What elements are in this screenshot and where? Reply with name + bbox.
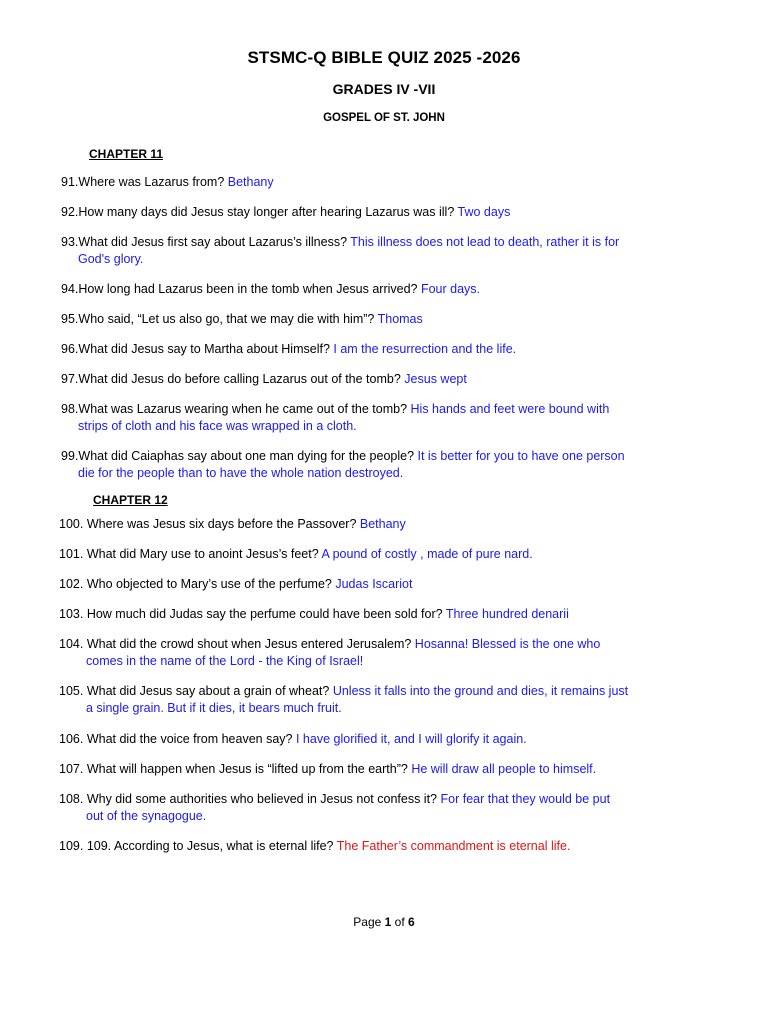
answer-text: For fear that they would be put xyxy=(440,792,611,806)
question-number: 107. xyxy=(59,762,84,776)
question-number: 106. xyxy=(59,732,84,746)
question-item xyxy=(61,234,661,268)
question-item xyxy=(61,311,661,328)
answer-text: Four days. xyxy=(420,282,481,296)
question-text: What will happen when Jesus is “lifted up from the earth”? xyxy=(86,762,408,776)
question-number: 91. xyxy=(61,175,79,189)
question-item xyxy=(61,341,661,358)
question-text: Who objected to Mary’s use of the perfume? xyxy=(86,577,332,591)
page-title: STSMC-Q BIBLE QUIZ 2025 -2026 xyxy=(247,48,521,67)
question-text: What did Jesus first say about Lazarus’s illness? xyxy=(78,235,348,249)
question-text: What was Lazarus wearing when he came out of the tomb? xyxy=(78,402,408,416)
answer-text: He will draw all people to himself. xyxy=(411,762,597,776)
question-number: 105. xyxy=(59,684,84,698)
current-page-number: 1 xyxy=(384,915,392,929)
question-item xyxy=(59,546,659,563)
page-label: Page xyxy=(353,915,382,929)
question-number: 98. xyxy=(61,402,79,416)
page-footer xyxy=(0,915,768,929)
question-text: Where was Jesus six days before the Passover? xyxy=(86,517,357,531)
question-number: 104. xyxy=(59,637,84,651)
answer-text: The Father’s commandment is eternal life. xyxy=(336,839,571,853)
total-page-count: 6 xyxy=(408,915,415,929)
question-number: 102. xyxy=(59,577,84,591)
question-number: 100. xyxy=(59,517,84,531)
question-number: 109. xyxy=(59,839,84,853)
answer-continuation: God's glory. xyxy=(78,252,144,266)
page-of-label: of xyxy=(394,915,405,929)
question-item xyxy=(59,791,659,825)
question-item xyxy=(59,731,659,748)
question-item xyxy=(59,683,659,717)
question-number: 96. xyxy=(61,342,79,356)
question-text: Who said, “Let us also go, that we may die with him”? xyxy=(78,312,375,326)
answer-text: This illness does not lead to death, rather it is for xyxy=(350,235,620,249)
chapter-11-heading: CHAPTER 11 xyxy=(89,147,164,161)
question-item xyxy=(59,516,659,533)
question-item xyxy=(61,204,661,221)
question-item xyxy=(61,448,661,482)
question-text: What did Jesus say to Martha about Himself? xyxy=(78,342,330,356)
question-text: How long had Lazarus been in the tomb when Jesus arrived? xyxy=(78,282,418,296)
answer-text: It is better for you to have one person xyxy=(417,449,625,463)
question-number: 99. xyxy=(61,449,79,463)
answer-text: Jesus wept xyxy=(404,372,467,386)
grades-subtitle: GRADES IV -VII xyxy=(332,81,436,97)
answer-text: I am the resurrection and the life. xyxy=(333,342,517,356)
question-number: 95. xyxy=(61,312,79,326)
question-number: 103. xyxy=(59,607,84,621)
answer-text: Two days xyxy=(457,205,511,219)
question-number: 101. xyxy=(59,547,84,561)
answer-text: Judas Iscariot xyxy=(335,577,413,591)
answer-text: I have glorified it, and I will glorify it again. xyxy=(295,732,527,746)
answer-text: Bethany xyxy=(359,517,406,531)
question-item xyxy=(61,174,661,191)
question-text: What did Jesus do before calling Lazarus out of the tomb? xyxy=(78,372,401,386)
answer-continuation: comes in the name of the Lord - the King of Israel! xyxy=(86,654,364,668)
question-text: What did Jesus say about a grain of wheat? xyxy=(86,684,330,698)
answer-text: Bethany xyxy=(227,175,274,189)
answer-text: Unless it falls into the ground and dies, it remains just xyxy=(332,684,629,698)
question-text: What did the crowd shout when Jesus entered Jerusalem? xyxy=(86,637,412,651)
question-text: Why did some authorities who believed in Jesus not confess it? xyxy=(86,792,438,806)
question-item xyxy=(59,838,659,855)
answer-text: Thomas xyxy=(377,312,423,326)
gospel-subtitle: GOSPEL OF ST. JOHN xyxy=(323,112,445,124)
question-text: What did the voice from heaven say? xyxy=(86,732,293,746)
answer-continuation: a single grain. But if it dies, it bears much fruit. xyxy=(86,701,342,715)
question-text: What did Caiaphas say about one man dying for the people? xyxy=(78,449,415,463)
question-text: What did Mary use to anoint Jesus’s feet? xyxy=(86,547,319,561)
chapter-12-heading: CHAPTER 12 xyxy=(93,493,168,507)
answer-text: Hosanna! Blessed is the one who xyxy=(414,637,601,651)
question-item xyxy=(61,401,661,435)
question-number: 93. xyxy=(61,235,79,249)
question-number: 94. xyxy=(61,282,79,296)
question-item xyxy=(59,761,659,778)
question-item xyxy=(59,606,659,623)
answer-continuation: die for the people than to have the whole nation destroyed. xyxy=(78,466,404,480)
answer-continuation: strips of cloth and his face was wrapped in a cloth. xyxy=(78,419,357,433)
answer-text: Three hundred denarii xyxy=(445,607,569,621)
question-item xyxy=(61,281,661,298)
question-number: 92. xyxy=(61,205,79,219)
question-number: 108. xyxy=(59,792,84,806)
answer-text: A pound of costly , made of pure nard. xyxy=(321,547,533,561)
answer-text: His hands and feet were bound with xyxy=(410,402,610,416)
answer-continuation: out of the synagogue. xyxy=(86,809,207,823)
question-item xyxy=(59,576,659,593)
question-text: Where was Lazarus from? xyxy=(78,175,225,189)
question-text: 109. According to Jesus, what is eternal life? xyxy=(86,839,334,853)
question-item xyxy=(59,636,659,670)
question-item xyxy=(61,371,661,388)
question-text: How much did Judas say the perfume could have been sold for? xyxy=(86,607,443,621)
question-text: How many days did Jesus stay longer after hearing Lazarus was ill? xyxy=(78,205,455,219)
question-number: 97. xyxy=(61,372,79,386)
